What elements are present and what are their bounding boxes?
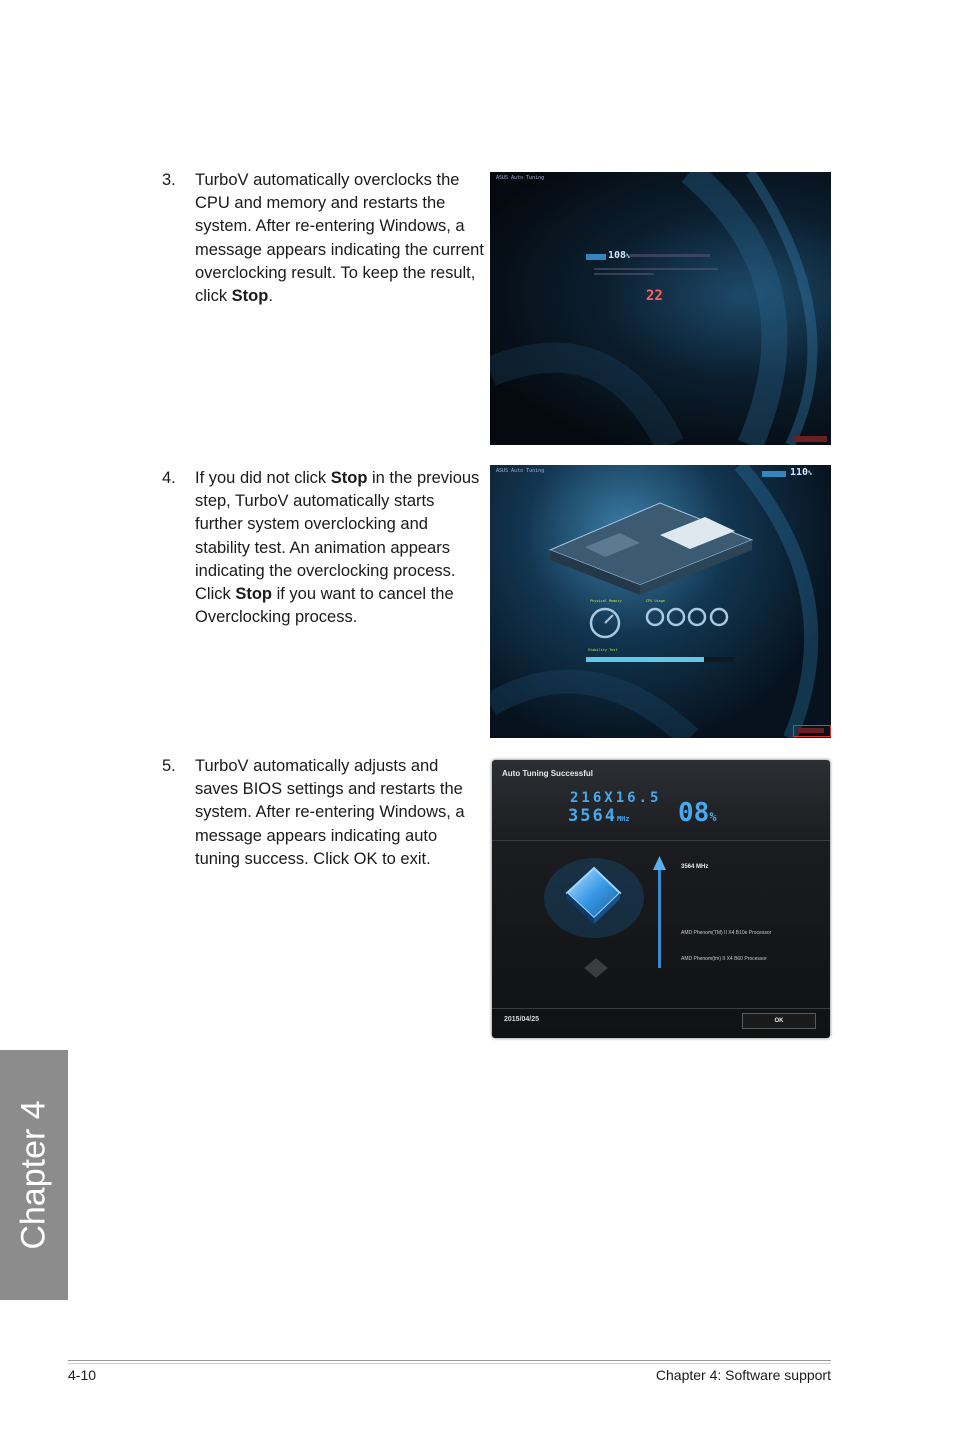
stop-button-highlight <box>793 725 831 737</box>
stop-button[interactable] <box>798 728 824 733</box>
chapter-tab <box>0 1050 68 1300</box>
new-processor-name: AMD Phenom(TM) II X4 B10e Processor <box>681 930 772 936</box>
step-text: TurboV automatically overclocks the CPU and memory and restarts the system. After re-entering Windows, a message appears indicating the current overclocking result. To keep the result, click Stop. <box>195 171 484 306</box>
readout-value: 110% <box>790 467 812 478</box>
background-swirl <box>490 172 831 445</box>
divider <box>492 1008 830 1009</box>
screenshot-overclocking-process <box>490 465 831 738</box>
stop-button[interactable] <box>793 436 827 442</box>
footer-chapter-title: Chapter 4: Software support <box>655 1367 831 1383</box>
label-cpu-usage: CPU Usage <box>646 599 665 603</box>
countdown-timer: 22 <box>646 288 663 304</box>
ok-button[interactable]: OK <box>742 1013 816 1029</box>
window-title: ASUS Auto Tuning <box>496 468 545 474</box>
stability-progress-fill <box>586 657 704 662</box>
label-physical-memory: Physical Memory <box>590 599 622 603</box>
readout-digits <box>586 254 606 260</box>
page-number: 4-10 <box>68 1367 97 1383</box>
readout-caption <box>630 254 710 257</box>
label-stability-test: Stability Test <box>588 648 618 652</box>
screenshot-auto-tuning-countdown <box>490 172 831 445</box>
ratio-readout: 216X16.5 <box>570 790 662 806</box>
date-label: 2015/04/25 <box>504 1016 540 1023</box>
message-line <box>594 273 654 275</box>
step-text: If you did not click Stop in the previous step, TurboV automatically starts further system overclocking and stability test. An animation appears indicating the overclocking process. Click Stop if you want to cancel the Overclocking process. <box>195 469 480 627</box>
step-text: TurboV automatically adjusts and saves BIOS settings and restarts the system. After re-entering Windows, a message appears indicating auto tuning success. Click OK to exit. <box>195 757 465 868</box>
message-line <box>594 268 718 270</box>
step-number: 4. <box>162 469 176 487</box>
gauges <box>490 465 831 738</box>
dialog-title: Auto Tuning Successful <box>502 769 593 778</box>
old-processor-name: AMD Phenom(tm) II X4 B60 Processor <box>681 956 767 962</box>
readout-value: 108% <box>608 250 630 261</box>
screenshot-auto-tuning-successful <box>492 760 830 1038</box>
stability-progress-track <box>586 657 734 662</box>
new-frequency: 3564 MHz <box>681 864 709 870</box>
footer-rule <box>68 1360 831 1361</box>
step-number: 3. <box>162 171 176 189</box>
percent-readout: 08% <box>678 798 717 828</box>
frequency-readout: 3564MHz <box>568 806 630 826</box>
cpu-upgrade-illustration <box>492 760 830 1038</box>
chapter-tab-label: Chapter 4 <box>14 1100 53 1250</box>
step-number: 5. <box>162 757 176 775</box>
window-title: ASUS Auto Tuning <box>496 175 545 181</box>
footer-rule <box>68 1363 831 1364</box>
